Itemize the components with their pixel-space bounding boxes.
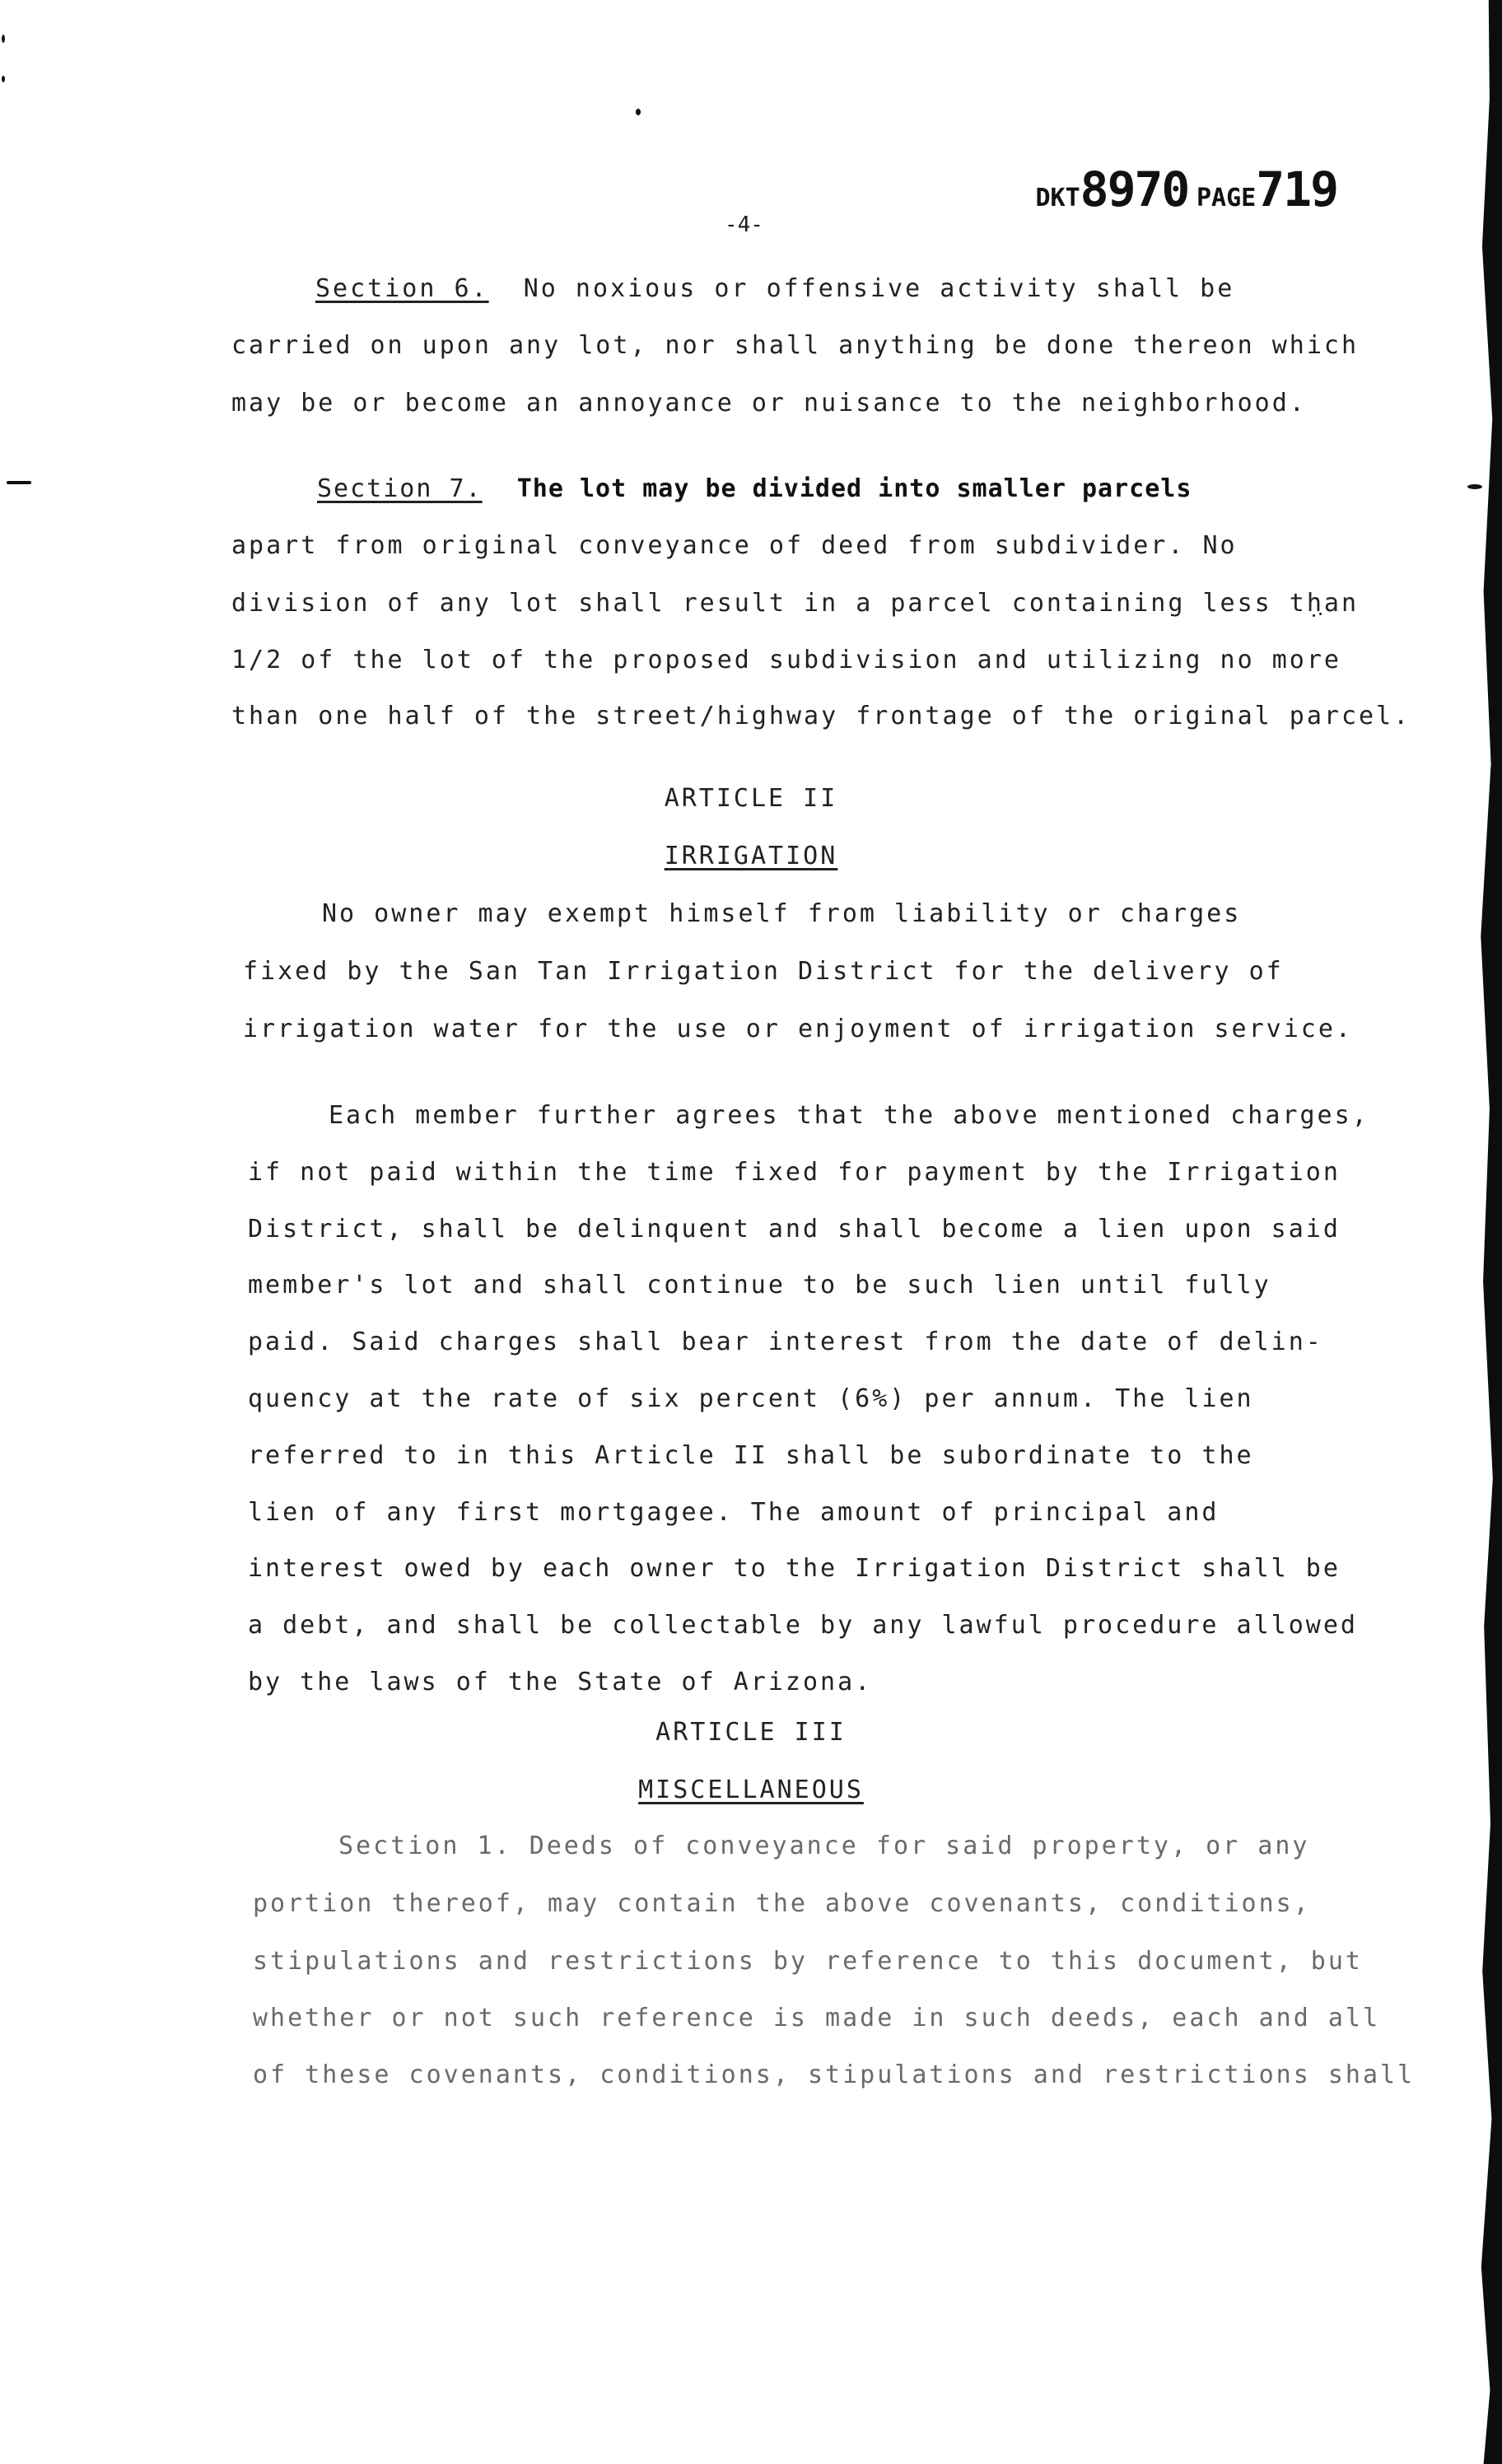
section-6-line-2: carried on upon any lot, nor shall anything be done thereon which bbox=[231, 331, 1359, 360]
section-7-line-1 bbox=[317, 474, 1192, 503]
article-2-para2-line-9: interest owed by each owner to the Irrigation District shall be bbox=[248, 1554, 1341, 1583]
article-3-title-text: MISCELLANEOUS bbox=[638, 1776, 864, 1804]
section-7-line-2: apart from original conveyance of deed from subdivider. No bbox=[231, 531, 1238, 560]
article-2-para2-line-10: a debt, and shall be collectable by any lawful procedure allowed bbox=[248, 1611, 1358, 1640]
article-2-para2-line-5: paid. Said charges shall bear interest from the date of delin- bbox=[248, 1328, 1323, 1356]
book-prefix: DKT bbox=[1035, 184, 1080, 212]
article-2-para2-line-3: District, shall be delinquent and shall become a lien upon said bbox=[248, 1215, 1341, 1244]
article-2-para1-line-3: irrigation water for the use or enjoyment of irrigation service. bbox=[243, 1015, 1353, 1043]
article-3-section-1-label: Section 1. bbox=[338, 1832, 512, 1860]
scan-edge-artifact bbox=[1479, 0, 1502, 2464]
article-2-para2-line-6: quency at the rate of six percent (6%) per annum. The lien bbox=[248, 1384, 1254, 1413]
scan-speck bbox=[636, 109, 641, 115]
page-number: 719 bbox=[1256, 161, 1337, 217]
article-2-title bbox=[0, 842, 1502, 870]
section-6-label: Section 6. bbox=[315, 274, 489, 303]
page-prefix: PAGE bbox=[1196, 184, 1257, 212]
section-6-line-3: may be or become an annoyance or nuisance to the neighborhood. bbox=[231, 389, 1307, 418]
section-7-line-5: than one half of the street/highway frontage of the original parcel. bbox=[231, 702, 1411, 730]
recording-book-page-stamp bbox=[1035, 161, 1337, 217]
scan-speck bbox=[7, 481, 31, 484]
article-2-heading: ARTICLE II bbox=[664, 784, 838, 813]
article-2-para2-line-2: if not paid within the time fixed for payment by the Irrigation bbox=[248, 1158, 1341, 1187]
article-3-line-3: stipulations and restrictions by reference to this document, but bbox=[253, 1947, 1363, 1976]
article-2-para2-line-4: member's lot and shall continue to be such lien until fully bbox=[248, 1271, 1271, 1300]
article-3-line-4: whether or not such reference is made in such deeds, each and all bbox=[253, 2004, 1380, 2032]
scan-speck bbox=[2, 76, 5, 82]
article-2-para1-line-2: fixed by the San Tan Irrigation District for the delivery of bbox=[243, 957, 1284, 986]
scan-speck bbox=[2, 35, 5, 43]
section-7-line-3: division of any lot shall result in a parcel containing less than bbox=[231, 589, 1359, 618]
article-2-para2-line-7: referred to in this Article II shall be subordinate to the bbox=[248, 1441, 1254, 1470]
article-3-title bbox=[0, 1776, 1502, 1804]
article-2-title-text: IRRIGATION bbox=[664, 842, 838, 870]
section-6-line-1 bbox=[315, 274, 1234, 303]
page-marker: -4- bbox=[725, 212, 763, 237]
scan-speck bbox=[1467, 484, 1482, 489]
section-7-label: Section 7. bbox=[317, 474, 483, 503]
article-3-line-5: of these covenants, conditions, stipulations and restrictions shall bbox=[253, 2060, 1416, 2089]
article-3-section-1-line-1 bbox=[338, 1832, 1309, 1860]
article-2-para2-line-1: Each member further agrees that the above mentioned charges, bbox=[329, 1101, 1369, 1130]
article-3-section-1-text: Deeds of conveyance for said property, or any bbox=[529, 1832, 1310, 1860]
article-2-para1-line-1: No owner may exempt himself from liability or charges bbox=[322, 899, 1242, 928]
section-7-line-4: 1/2 of the lot of the proposed subdivision and utilizing no more bbox=[231, 646, 1341, 674]
section-7-text: The lot may be divided into smaller parcels bbox=[516, 474, 1192, 503]
article-3-line-2: portion thereof, may contain the above covenants, conditions, bbox=[253, 1889, 1311, 1918]
article-2-para2-line-8: lien of any first mortgagee. The amount of principal and bbox=[248, 1498, 1220, 1527]
article-3-heading: ARTICLE III bbox=[655, 1718, 847, 1747]
section-6-text: No noxious or offensive activity shall be bbox=[523, 274, 1235, 303]
article-2-para2-line-11: by the laws of the State of Arizona. bbox=[248, 1668, 873, 1696]
book-number: 8970 bbox=[1080, 161, 1189, 217]
